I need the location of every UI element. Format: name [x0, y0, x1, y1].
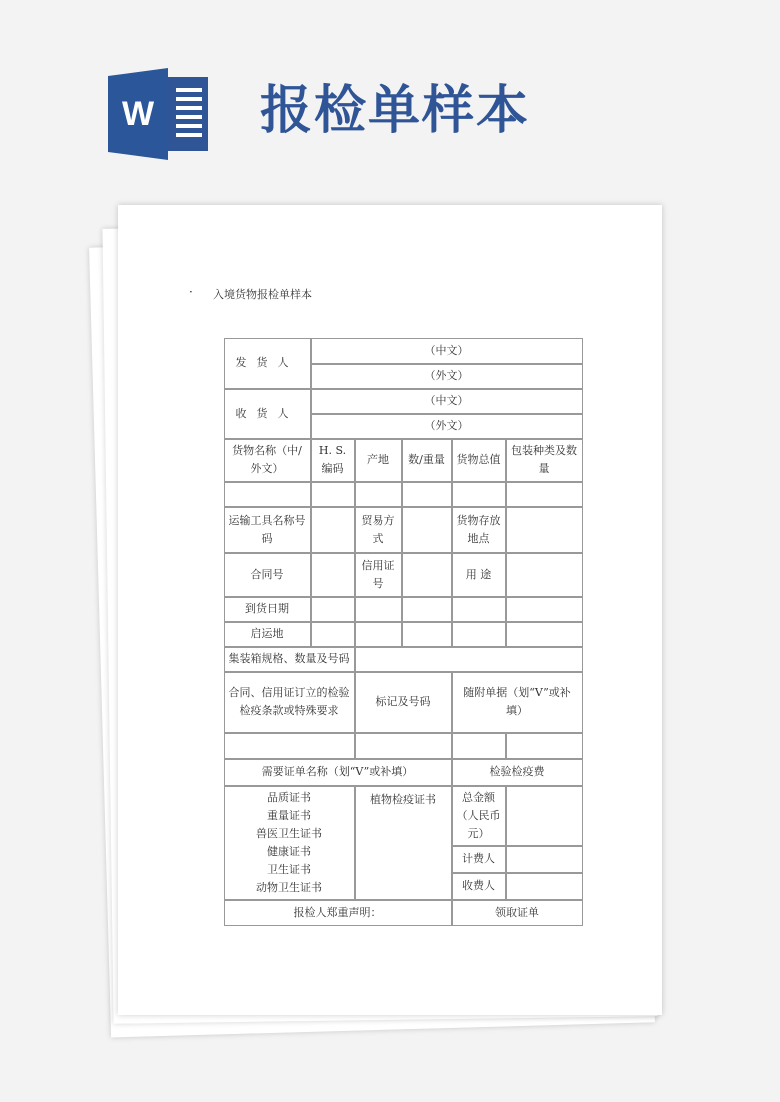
usage-cell[interactable] — [506, 553, 583, 597]
lc-no-label: 信用证号 — [355, 553, 402, 597]
cert-item[interactable]: 品质证书 — [267, 790, 311, 804]
shipper-chinese-field[interactable]: （中文） — [311, 338, 583, 364]
arrival-date-label: 到货日期 — [224, 597, 311, 622]
departure-label: 启运地 — [224, 622, 311, 647]
table-cell[interactable] — [355, 597, 402, 622]
attached-docs-cell[interactable] — [506, 733, 583, 759]
marks-label: 标记及号码 — [355, 672, 452, 733]
special-terms-label: 合同、信用证订立的检验检疫条款或特殊要求 — [224, 672, 355, 733]
special-terms-cell[interactable] — [224, 733, 355, 759]
hs-code-header: H. S. 编码 — [311, 439, 355, 482]
container-cell[interactable] — [355, 647, 583, 672]
origin-cell[interactable] — [355, 482, 402, 507]
total-amount-cell[interactable] — [506, 786, 583, 846]
certs-list — [224, 786, 355, 900]
receiver-foreign-field[interactable]: （外文） — [311, 414, 583, 439]
bullet: · — [189, 285, 193, 299]
shipper-label: 发货人 — [224, 338, 311, 389]
attached-docs-label: 随附单据（划“V”或补填） — [452, 672, 583, 733]
trade-mode-label: 贸易方式 — [355, 507, 402, 553]
usage-label: 用 途 — [452, 553, 506, 597]
hs-code-cell[interactable] — [311, 482, 355, 507]
storage-cell[interactable] — [506, 507, 583, 553]
packing-cell[interactable] — [506, 482, 583, 507]
shipper-foreign-field[interactable]: （外文） — [311, 364, 583, 389]
receiver-chinese-field[interactable]: （中文） — [311, 389, 583, 414]
qty-weight-cell[interactable] — [402, 482, 452, 507]
marks-cell[interactable] — [355, 733, 452, 759]
transport-cell[interactable] — [311, 507, 355, 553]
goods-name-cell[interactable] — [224, 482, 311, 507]
required-certs-label: 需要证单名称（划“V”或补填） — [224, 759, 452, 786]
transport-label: 运输工具名称号码 — [224, 507, 311, 553]
fee-calc-cell[interactable] — [506, 846, 583, 873]
table-cell[interactable] — [506, 622, 583, 647]
declaration-label: 报检人郑重声明： — [224, 900, 452, 926]
contract-no-label: 合同号 — [224, 553, 311, 597]
table-cell[interactable] — [311, 597, 355, 622]
trade-mode-cell[interactable] — [402, 507, 452, 553]
cert-item[interactable]: 重量证书 — [267, 808, 311, 822]
page-title: 报检单样本 — [260, 80, 531, 141]
table-cell[interactable] — [506, 597, 583, 622]
contract-no-cell[interactable] — [311, 553, 355, 597]
document-heading: 入境货物报检单样本 — [213, 288, 312, 301]
origin-header: 产地 — [355, 439, 402, 482]
packing-header: 包装种类及数量 — [506, 439, 583, 482]
fee-collect-label: 收费人 — [452, 873, 506, 900]
fee-collect-cell[interactable] — [506, 873, 583, 900]
receive-docs-label: 领取证单 — [452, 900, 583, 926]
goods-name-header: 货物名称（中/外文） — [224, 439, 311, 482]
phyto-cert[interactable]: 植物检疫证书 — [355, 786, 452, 900]
word-icon — [108, 68, 208, 160]
total-value-header: 货物总值 — [452, 439, 506, 482]
container-label: 集装箱规格、数量及号码 — [224, 647, 355, 672]
fee-label: 检验检疫费 — [452, 759, 583, 786]
cert-item[interactable]: 健康证书 — [267, 844, 311, 858]
fee-calc-label: 计费人 — [452, 846, 506, 873]
storage-label: 货物存放地点 — [452, 507, 506, 553]
lc-no-cell[interactable] — [402, 553, 452, 597]
receiver-label: 收货人 — [224, 389, 311, 439]
attached-docs-check[interactable] — [452, 733, 506, 759]
qty-weight-header: 数/重量 — [402, 439, 452, 482]
table-cell[interactable] — [402, 622, 452, 647]
table-cell[interactable] — [452, 597, 506, 622]
cert-item[interactable]: 卫生证书 — [267, 862, 311, 876]
cert-item[interactable]: 兽医卫生证书 — [256, 826, 322, 840]
cert-item[interactable]: 动物卫生证书 — [256, 880, 322, 894]
inspection-form-table — [224, 338, 583, 926]
total-amount-label: 总金额（人民币元） — [452, 786, 506, 846]
table-cell[interactable] — [355, 622, 402, 647]
total-value-cell[interactable] — [452, 482, 506, 507]
svg-text:W: W — [121, 95, 155, 133]
table-cell[interactable] — [402, 597, 452, 622]
table-cell[interactable] — [452, 622, 506, 647]
table-cell[interactable] — [311, 622, 355, 647]
